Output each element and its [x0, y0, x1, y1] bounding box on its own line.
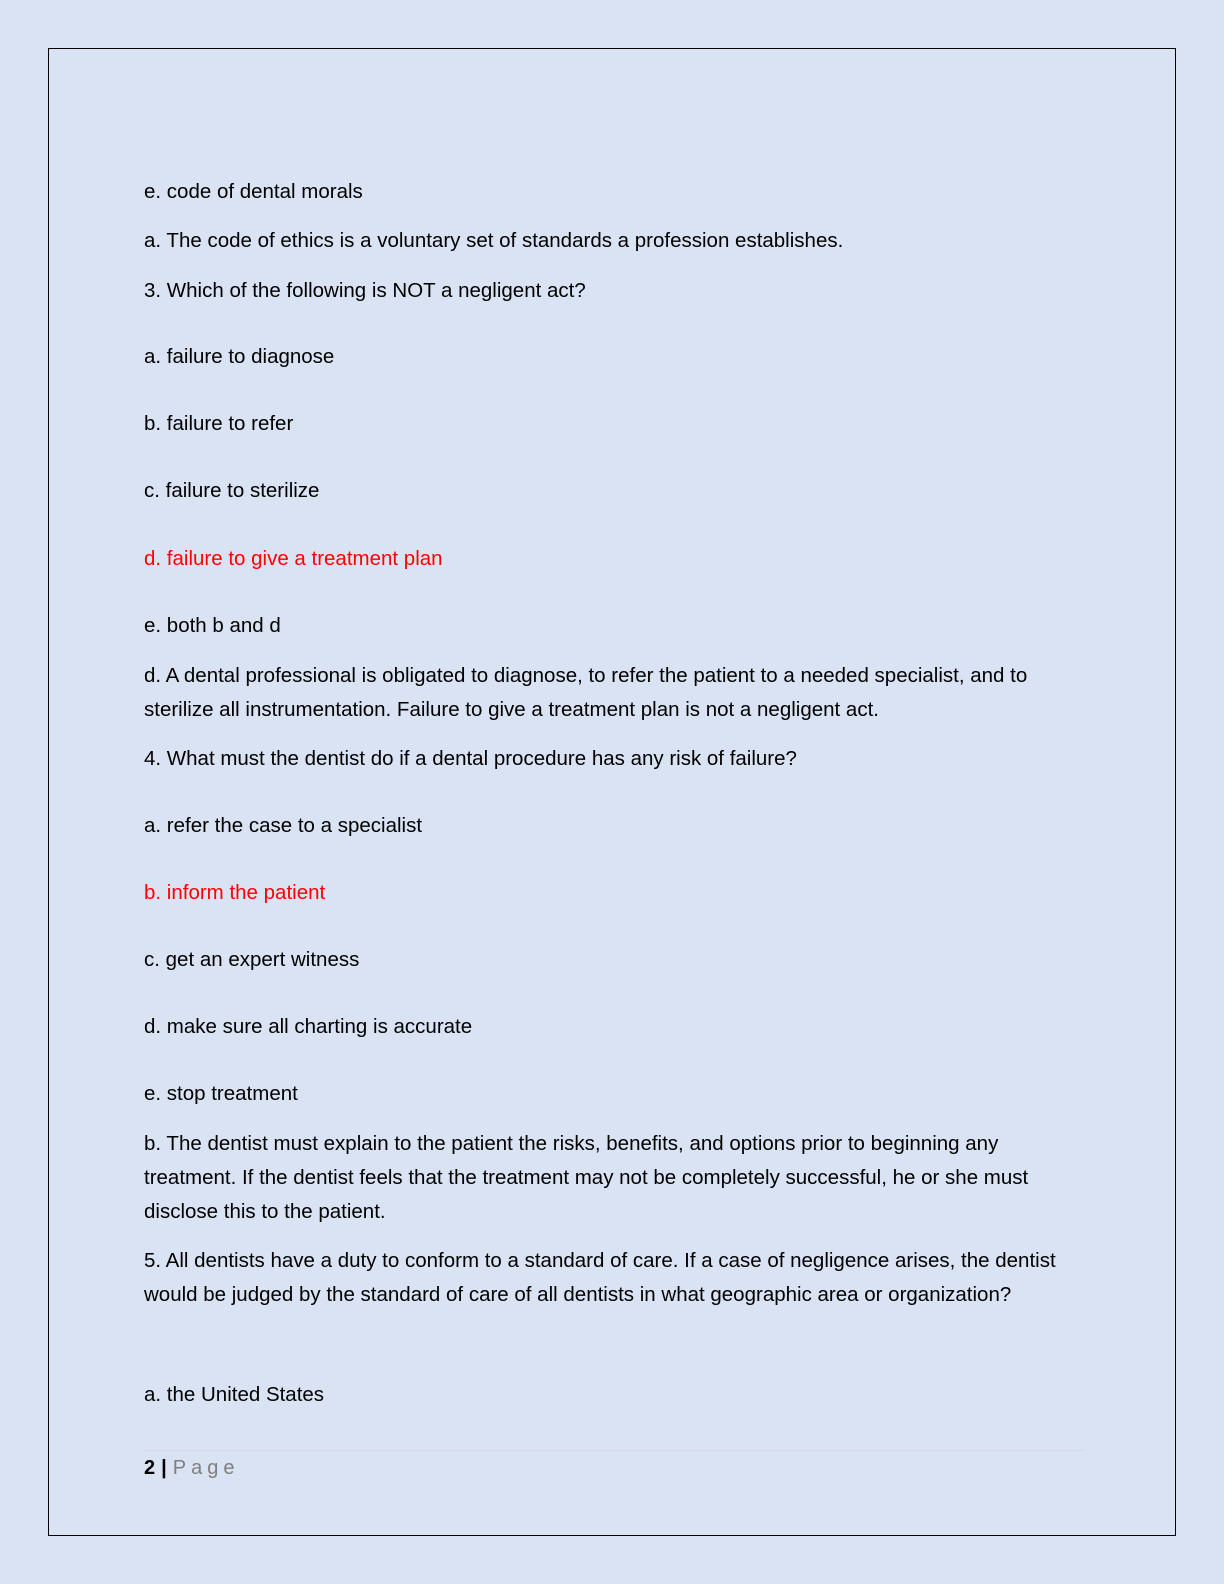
page-label: Page [172, 1457, 240, 1479]
option-a-q4: a. refer the case to a specialist [144, 814, 423, 837]
option-d-q3-correct-answer: d. failure to give a treatment plan [144, 547, 443, 570]
footer-divider [144, 1450, 1084, 1451]
option-e-q2: e. code of dental morals [144, 180, 363, 203]
option-e-q3: e. both b and d [144, 614, 281, 637]
option-d-q4: d. make sure all charting is accurate [144, 1015, 473, 1038]
option-b-q3: b. failure to refer [144, 412, 294, 435]
option-c-q4: c. get an expert witness [144, 948, 360, 971]
question-3: 3. Which of the following is NOT a negligent act? [144, 279, 586, 302]
footer-separator: | [161, 1457, 167, 1479]
rationale-q4: b. The dentist must explain to the patient the risks, benefits, and options prior to beginning any treatment. If the dentist feels that the treatment may not be completely successful, he or she must disclose this to the patient. [144, 1132, 1029, 1223]
option-e-q4: e. stop treatment [144, 1082, 298, 1105]
rationale-q3: d. A dental professional is obligated to diagnose, to refer the patient to a needed specialist, and to sterilize all instrumentation. Failure to give a treatment plan is not a negligent act. [144, 664, 1028, 721]
page-footer [144, 1452, 239, 1484]
rationale-q2: a. The code of ethics is a voluntary set of standards a profession establishes. [144, 229, 844, 252]
option-b-q4-correct-answer: b. inform the patient [144, 881, 326, 904]
option-a-q3: a. failure to diagnose [144, 345, 335, 368]
question-5: 5. All dentists have a duty to conform to a standard of care. If a case of negligence arises, the dentist would be judged by the standard of care of all dentists in what geographic area or organization? [144, 1249, 1056, 1306]
option-c-q3: c. failure to sterilize [144, 479, 320, 502]
page-border [48, 48, 1176, 1536]
page-number: 2 [144, 1457, 156, 1479]
question-4: 4. What must the dentist do if a dental procedure has any risk of failure? [144, 747, 797, 770]
option-a-q5: a. the United States [144, 1383, 325, 1406]
